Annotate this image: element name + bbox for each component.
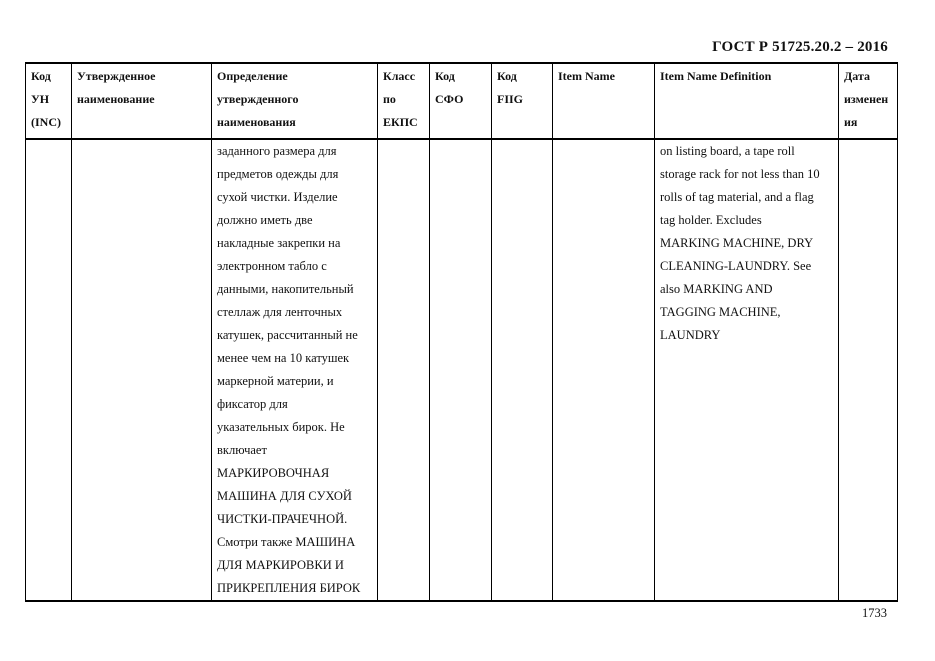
header-change-date: Дата изменен ия xyxy=(839,63,898,139)
cell-definition-ru: заданного размера для предметов одежды для сухой чистки. Изделие должно иметь две накладные закрепки на электронном табло с данными, накопительный стеллаж для ленточных катушек, рассчитанный не менее чем на 10 катушек маркерной материи, и фиксатор для указательных бирок. Не включает МАРКИРОВОЧНАЯ МАШИНА ДЛЯ СУХОЙ ЧИСТКИ-ПРАЧЕЧНОЙ. Смотри также МАШИНА ДЛЯ МАРКИРОВКИ И ПРИКРЕПЛЕНИЯ БИРОК xyxy=(212,139,378,601)
cell-approved-name xyxy=(72,139,212,601)
table-row xyxy=(26,139,898,601)
page-number: 1733 xyxy=(862,606,887,620)
header-fiig-code: Код FIIG xyxy=(492,63,553,139)
cell-item-name-definition: on listing board, a tape roll storage rack for not less than 10 rolls of tag material, and a flag tag holder. Excludes MARKING MACHINE, DRY CLEANING-LAUNDRY. See also MARKING AND TAGGING MACHINE, LAUNDRY xyxy=(655,139,839,601)
table-header-row xyxy=(26,63,898,139)
header-approved-name: Утвержденное наименование xyxy=(72,63,212,139)
header-sfo-code: Код СФО xyxy=(430,63,492,139)
header-item-name: Item Name xyxy=(553,63,655,139)
cell-ekps-class xyxy=(378,139,430,601)
header-inc-code: Код УН (INC) xyxy=(26,63,72,139)
cell-inc-code xyxy=(26,139,72,601)
cell-item-name xyxy=(553,139,655,601)
cell-change-date xyxy=(839,139,898,601)
cell-sfo-code xyxy=(430,139,492,601)
cell-fiig-code xyxy=(492,139,553,601)
header-item-name-definition: Item Name Definition xyxy=(655,63,839,139)
catalog-table xyxy=(25,62,898,602)
header-ekps-class: Класс по ЕКПС xyxy=(378,63,430,139)
header-definition-ru: Определение утвержденного наименования xyxy=(212,63,378,139)
document-title: ГОСТ Р 51725.20.2 – 2016 xyxy=(712,39,888,55)
